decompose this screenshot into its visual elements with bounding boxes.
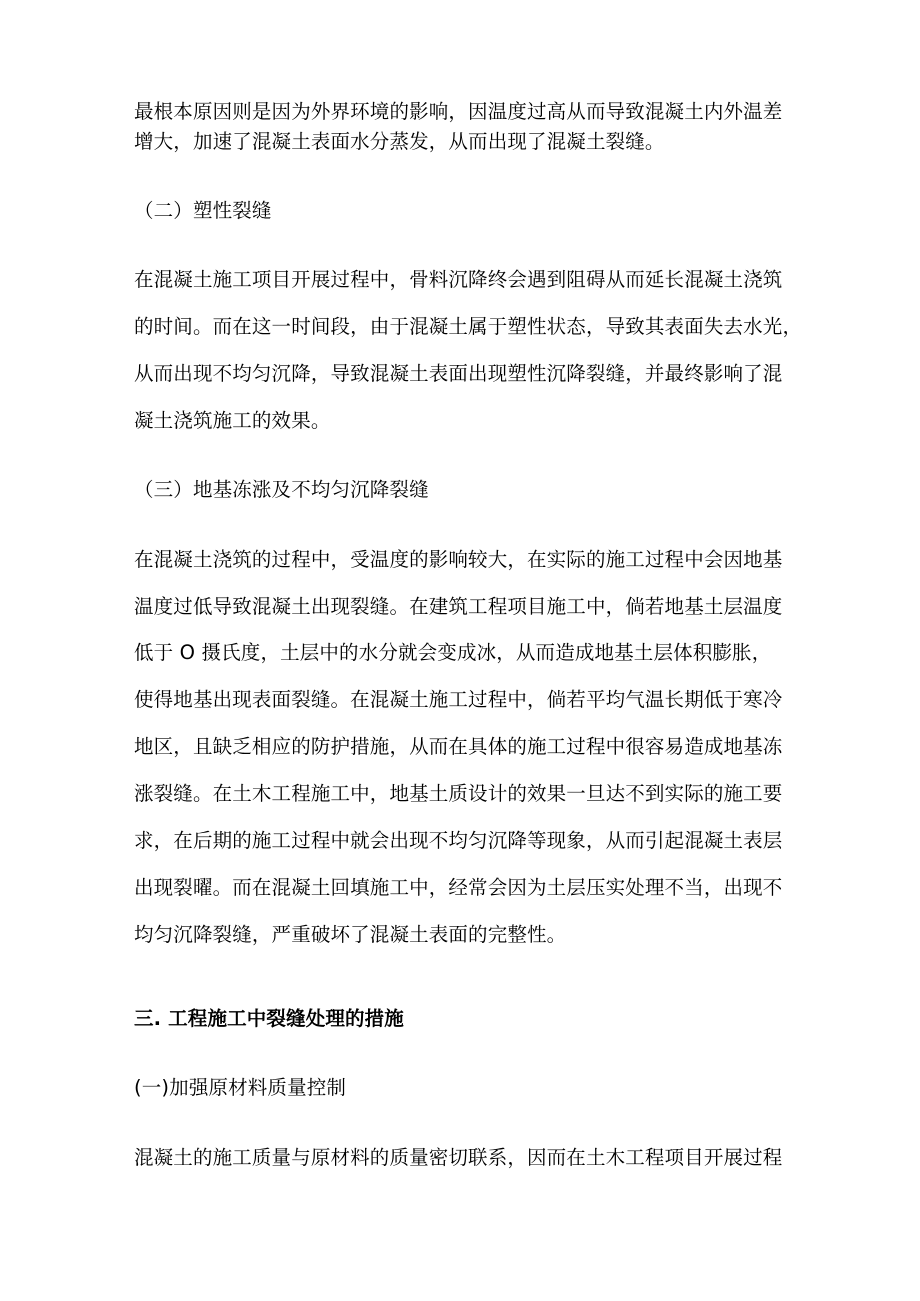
paragraph-line: 在混凝土浇筑的过程中，受温度的影响较大，在实际的施工过程中会因地基 <box>134 548 783 571</box>
section-heading: （二）塑性裂缝 <box>134 199 272 222</box>
paragraph-line: 最根本原因则是因为外界环境的影响，因温度过高从而导致混凝土内外温差 <box>134 100 783 123</box>
paragraph-line: 出现裂曜。而在混凝土回填施工中，经常会因为土层压实处理不当，出现不 <box>134 876 783 899</box>
chapter-heading: 三. 工程施工中裂缝处理的措施 <box>134 1007 404 1030</box>
subsection-heading: (一)加强原材料质量控制 <box>134 1076 347 1099</box>
paragraph-line: 增大，加速了混凝土表面水分蒸发，从而出现了混凝土裂缝。 <box>134 130 665 153</box>
paragraph-line: 混凝土的施工质量与原材料的质量密切联系，因而在土木工程项目开展过程 <box>134 1146 783 1169</box>
paragraph-line: 温度过低导致混凝土出现裂缝。在建筑工程项目施工中，倘若地基土层温度 <box>134 595 783 618</box>
paragraph-line: 在混凝土施工项目开展过程中，骨料沉降终会遇到阻碍从而延长混凝土浇筑 <box>134 268 783 291</box>
paragraph-line: 凝土浇筑施工的效果。 <box>134 409 331 432</box>
paragraph-line: 地区，且缺乏相应的防护措施，从而在具体的施工过程中很容易造成地基冻 <box>134 735 783 758</box>
paragraph-line: 均匀沉降裂缝，严重破坏了混凝土表面的完整性。 <box>134 923 567 946</box>
paragraph-line: 求，在后期的施工过程中就会出现不均匀沉降等现象，从而引起混凝土表层 <box>134 829 783 852</box>
paragraph-line: 低于 O 摄氏度，土层中的水分就会变成冰，从而造成地基土层体积膨胀， <box>134 641 772 664</box>
paragraph-line: 的时间。而在这一时间段，由于混凝土属于塑性状态，导致其表面失去水光， <box>134 315 803 338</box>
paragraph-line: 从而出现不均匀沉降，导致混凝土表面出现塑性沉降裂缝，并最终影响了混 <box>134 362 783 385</box>
paragraph-line: 使得地基出现表面裂缝。在混凝土施工过程中，倘若平均气温长期低于寒冷 <box>134 688 783 711</box>
section-heading: （三）地基冻涨及不均匀沉降裂缝 <box>134 478 429 501</box>
paragraph-line: 涨裂缝。在土木工程施工中，地基土质设计的效果一旦达不到实际的施工要 <box>134 782 783 805</box>
